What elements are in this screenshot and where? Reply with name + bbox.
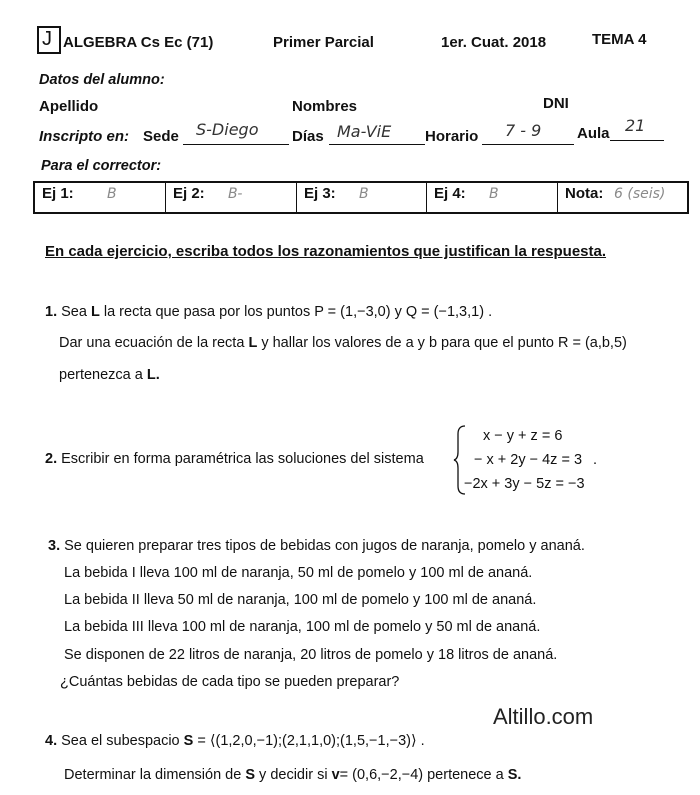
exam-name: Primer Parcial [273,34,374,51]
system-eq-2: − x + 2y − 4z = 3 [474,452,583,468]
exercise-1-text-a: Sea [61,304,87,320]
corrector-cell-4 [427,183,558,212]
ej2-label: Ej 2: [173,185,205,202]
ej3-grade: B [359,186,369,202]
tema-label: TEMA 4 [592,31,647,48]
dias-label: Días [292,128,324,145]
exercise-3-number: 3. [48,538,61,554]
corrector-cell-3 [297,183,427,212]
tema-letter: J [42,28,52,50]
nombres-label: Nombres [292,98,358,115]
horario-label: Horario [425,128,479,145]
sede-underline [183,144,289,145]
exercise-1-line-3 [59,367,160,383]
corrector-cell-2 [166,183,297,212]
exam-period: 1er. Cuat. 2018 [441,34,547,51]
dni-label: DNI [543,95,569,112]
horario-value: 7 - 9 [505,121,542,140]
dias-underline [329,144,425,145]
exercise-1-L: L [90,304,100,320]
exercise-4-v: v [331,767,340,783]
corrector-cell-1 [35,183,166,212]
inscripto-label: Inscripto en: [39,128,130,145]
exercise-1-number: 1. [45,304,58,320]
exercise-3-line-1: Se quieren preparar tres tipos de bebidas con jugos de naranja, pomelo y ananá. [64,538,585,554]
ej4-label: Ej 4: [434,185,466,202]
exercise-1-text-b: la recta que pasa por los puntos P = (1,−3,0) y Q = (−1,3,1) . [103,304,493,320]
exercise-4-line-1-b: = ⟨(1,2,0,−1);(2,1,1,0);(1,5,−1,−3)⟩ . [197,733,425,749]
exercise-4-line-2-a: Determinar la dimensión de [64,767,242,783]
exercise-1-line-3-a: pertenezca a [59,367,143,383]
exercise-3-line-6: ¿Cuántas bebidas de cada tipo se pueden preparar? [60,674,400,690]
dias-value: Ma-ViE [337,122,392,141]
exercise-1-line-2 [59,335,627,351]
exercise-4-line-2-S: S [245,767,256,783]
exercise-4 [45,733,425,749]
course-name: ALGEBRA Cs Ec (71) [63,34,214,51]
nota-label: Nota: [565,185,604,202]
exercise-4-line-2-S2: S. [507,767,522,783]
exercise-4-line-2-b: y decidir si [259,767,328,783]
instruction-text: En cada ejercicio, escriba todos los razonamientos que justifican la respuesta. [45,243,607,260]
exercise-4-line-2 [64,767,521,783]
exercise-4-S: S [183,733,194,749]
exercise-4-line-1-a: Sea el subespacio [61,733,180,749]
exercise-3 [48,538,585,554]
exercise-1-line-2-L: L [248,335,258,351]
aula-underline [610,140,664,141]
student-section-title: Datos del alumno: [39,72,165,88]
ej3-label: Ej 3: [304,185,336,202]
ej4-grade: B [489,186,499,202]
sede-value: S-Diego [196,120,259,139]
exercise-1 [45,304,492,320]
exercise-2 [45,451,424,467]
system-period: . [593,452,598,468]
exercise-3-line-2: La bebida I lleva 100 ml de naranja, 50 ml de pomelo y 100 ml de ananá. [64,565,533,581]
nota-value: 6 (seis) [614,186,666,202]
aula-label: Aula [577,125,610,142]
exercise-2-text: Escribir en forma paramétrica las soluciones del sistema [61,451,424,467]
exercise-1-line-2-a: Dar una ecuación de la recta [59,335,245,351]
exercise-3-line-3: La bebida II lleva 50 ml de naranja, 100 ml de pomelo y 100 ml de ananá. [64,592,537,608]
exercise-2-number: 2. [45,451,58,467]
ej1-label: Ej 1: [42,185,74,202]
exercise-1-line-2-b: y hallar los valores de a y b para que el punto R = (a,b,5) [261,335,627,351]
corrector-title: Para el corrector: [41,158,162,174]
exercise-3-line-4: La bebida III lleva 100 ml de naranja, 100 ml de pomelo y 50 ml de ananá. [64,619,541,635]
system-eq-3: −2x + 3y − 5z = −3 [464,476,585,492]
horario-underline [482,144,574,145]
system-eq-1: x − y + z = 6 [483,428,563,444]
corrector-table [33,181,689,214]
ej1-grade: B [107,186,117,202]
apellido-label: Apellido [39,98,99,115]
watermark: Altillo.com [493,704,594,729]
exercise-1-line-3-L: L. [146,367,160,383]
exercise-4-number: 4. [45,733,58,749]
exercise-3-line-5: Se disponen de 22 litros de naranja, 20 litros de pomelo y 18 litros de ananá. [64,647,558,663]
sede-label: Sede [143,128,179,145]
exercise-4-line-2-c: = (0,6,−2,−4) pertenece a [339,767,504,783]
corrector-cell-nota [558,183,687,212]
aula-value: 21 [625,116,646,135]
ej2-grade: B- [228,186,243,202]
